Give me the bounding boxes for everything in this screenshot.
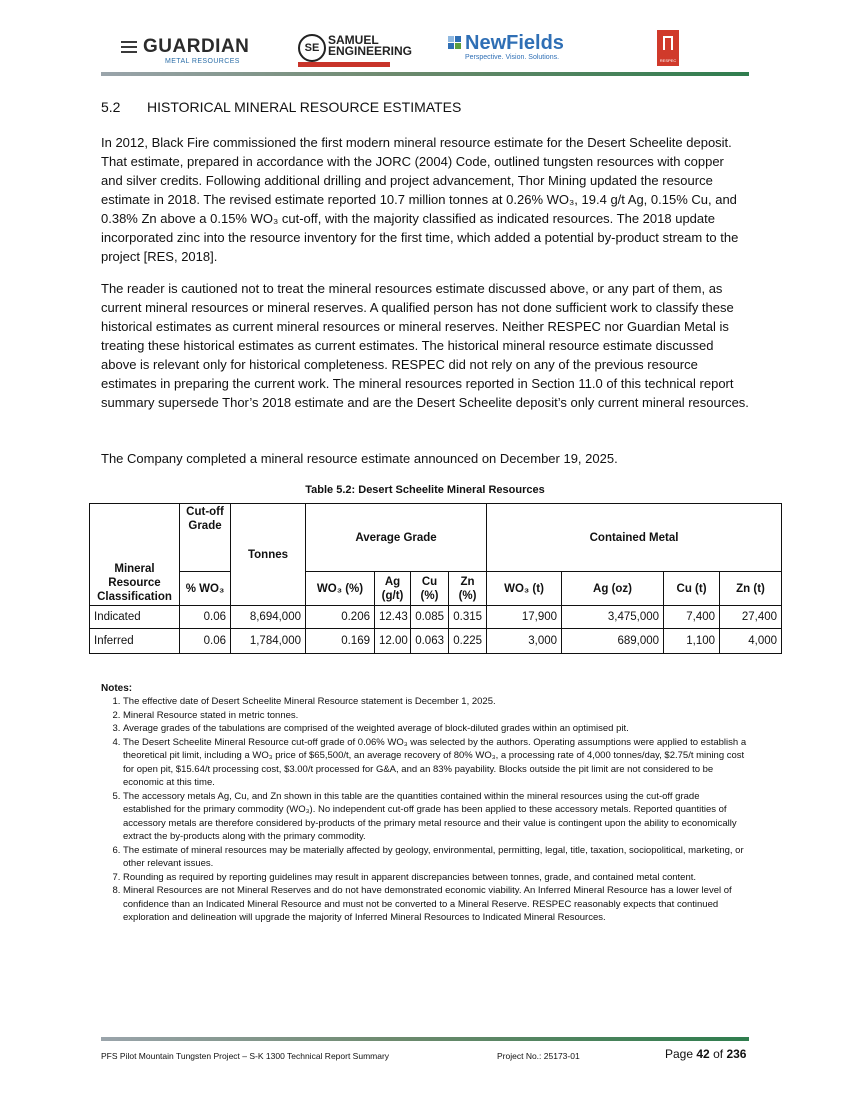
page-total: 236: [726, 1047, 747, 1061]
table-cell: 12.43: [375, 606, 411, 629]
table-cell: 4,000: [720, 629, 782, 654]
footer-project-number: Project No.: 25173-01: [497, 1051, 580, 1061]
table-cell: Inferred: [90, 629, 180, 654]
header-zn-t: Zn (t): [720, 572, 782, 606]
list-item: 1. The effective date of Desert Scheelite Mineral Resource statement is December 1, 2025.: [123, 695, 749, 709]
header-classification: Mineral Resource Classification: [90, 504, 180, 606]
header-wo3-t: WO₃ (t): [487, 572, 562, 606]
list-item: 2. Mineral Resource stated in metric tonnes.: [123, 709, 749, 723]
table-cell: 0.206: [306, 606, 375, 629]
table-cell: 0.06: [180, 606, 231, 629]
guardian-logo-name: GUARDIAN: [143, 36, 250, 57]
header-zn-pct: Zn (%): [449, 572, 487, 606]
guardian-logo-sub: METAL RESOURCES: [165, 58, 240, 65]
list-item: 7. Rounding as required by reporting guidelines may result in apparent discrepancies between tonnes, grade, and contained metal content.: [123, 871, 749, 885]
header-cu-t: Cu (t): [664, 572, 720, 606]
samuel-badge-icon: SE: [298, 34, 326, 62]
newfields-logo-name: NewFields: [465, 32, 564, 54]
table-cell: 0.225: [449, 629, 487, 654]
respec-logo-label: RESPEC: [659, 58, 677, 63]
newfields-mark-square: [455, 43, 461, 49]
paragraph-2: The reader is cautioned not to treat the mineral resources estimate discussed above, or any part of them, as current mineral resources or mineral reserves. A qualified person has not done sufficient work to classify these historical estimates as current mineral resources or mineral reserves. Neither RESPEC nor Guardian Metal is treating these historical estimates as current estimates. The historical mineral resource estimate discussed above is relevant only for historical completeness. RESPEC did not rely on any of the previous resource estimates in preparing the current work. The mineral resources reported in Section 11.0 of this technical report summary supersede Thor’s 2018 estimate and are the Desert Scheelite deposit’s only current mineral resources.: [101, 281, 749, 410]
table-cell: 0.315: [449, 606, 487, 629]
notes-title: Notes:: [101, 683, 133, 694]
page-current: 42: [696, 1047, 710, 1061]
guardian-mark-icon: [121, 41, 137, 56]
newfields-mark-square: [448, 43, 454, 49]
header-cutoff-unit: % WO₃: [180, 572, 231, 606]
table-cell: 689,000: [562, 629, 664, 654]
header-ag-gt: Ag (g/t): [375, 572, 411, 606]
paragraph-1: In 2012, Black Fire commissioned the first modern mineral resource estimate for the Desert Scheelite deposit. That estimate, prepared in accordance with the JORC (2004) Code, outlined tungsten resources with copper and silver credits. Following additional drilling and project advancement, Thor Mining updated the resource estimate in 2018. The revised estimate reported 10.7 million tonnes at 0.26% WO₃, 19.4 g/t Ag, 0.15% Cu, and 0.38% Zn above a 0.15% WO₃ cut-off, with the majority classified as indicated resources. The 2018 update incorporated zinc into the resource inventory for the first time, which added a potential by-product stream to the project [RES, 2018].: [101, 135, 739, 264]
header-average-grade: Average Grade: [306, 504, 487, 572]
list-item: 8. Mineral Resources are not Mineral Reserves and do not have demonstrated economic viability. An Inferred Mineral Resource has a lower level of confidence than an Indicated Mineral Resource and must not be converted to a Mineral Reserve. RESPEC reasonably expects that continued exploration and delineation will upgrade the majority of Inferred Mineral Resources to Indicated Mineral Resources.: [123, 884, 749, 925]
table-title: Table 5.2: Desert Scheelite Mineral Resources: [305, 484, 545, 496]
list-item: 5. The accessory metals Ag, Cu, and Zn shown in this table are the quantities contained within the mineral resources using the cut-off grade established for the primary commodity (WO₃). No independent cut-off grade has been applied to these accessory metals. Reported quantities of accessory metals are therefore considered by-products of the primary metal resource and their value is contingent upon the ability to economically extract the by-products along with the primary commodity.: [123, 790, 749, 844]
respec-mark-icon: [663, 36, 673, 50]
table-cell: 3,475,000: [562, 606, 664, 629]
table-cell: 27,400: [720, 606, 782, 629]
list-item: 3. Average grades of the tabulations are comprised of the weighted average of block-diluted grades within an optimised pit.: [123, 722, 749, 736]
header-cu-pct: Cu (%): [411, 572, 449, 606]
table-cell: 0.063: [411, 629, 449, 654]
page-of-label: of: [713, 1047, 724, 1061]
table-row: [90, 606, 782, 629]
newfields-mark-icon: [448, 36, 454, 42]
notes-list: [101, 695, 749, 925]
list-item: 6. The estimate of mineral resources may be materially affected by geology, environmental, permitting, legal, title, taxation, sociopolitical, marketing, or other relevant issues.: [123, 844, 749, 871]
table-cell: 17,900: [487, 606, 562, 629]
samuel-logo-line1: SAMUEL: [328, 33, 379, 47]
newfields-logo-tagline: Perspective. Vision. Solutions.: [465, 54, 560, 61]
mineral-resources-table: [89, 503, 782, 654]
list-item: 4. The Desert Scheelite Mineral Resource cut-off grade of 0.06% WO₃ was selected by the authors. Operating assumptions were applied to establish a theoretical pit limit, including a WO₃ price of $65,500/t, an average recovery of 80% WO₃, a processing rate of 4,000 tonnes/day, $2.75/t mining cost for open pit, $15.64/t processing cost, $3.00/t processed for G&A, and an 83% payability. Blocks outside the pit limit are not considered to be economic at this time.: [123, 736, 749, 790]
page-label: Page: [665, 1047, 694, 1061]
header-contained-metal: Contained Metal: [487, 504, 782, 572]
samuel-logo-line2: ENGINEERING: [328, 44, 413, 58]
table-cell: 0.085: [411, 606, 449, 629]
footer-divider: [101, 1037, 749, 1041]
newfields-mark-square: [455, 36, 461, 42]
table-cell: 0.06: [180, 629, 231, 654]
header-ag-oz: Ag (oz): [562, 572, 664, 606]
paragraph-3: The Company completed a mineral resource estimate announced on December 19, 2025.: [101, 451, 618, 466]
respec-logo: [657, 30, 679, 66]
table-cell: 1,100: [664, 629, 720, 654]
header-tonnes: Tonnes: [231, 504, 306, 606]
table-cell: 8,694,000: [231, 606, 306, 629]
table-cell: 12.00: [375, 629, 411, 654]
table-row: [90, 629, 782, 654]
header-divider: [101, 72, 749, 76]
section-heading: [101, 99, 461, 115]
table-cell: 7,400: [664, 606, 720, 629]
table-cell: 0.169: [306, 629, 375, 654]
footer-report-title: PFS Pilot Mountain Tungsten Project – S-K 1300 Technical Report Summary: [101, 1051, 390, 1061]
table-cell: 3,000: [487, 629, 562, 654]
footer-page-number: [665, 1047, 746, 1061]
header-cutoff: Cut-off Grade: [180, 504, 231, 572]
samuel-logo-bar: [298, 62, 390, 67]
table-cell: Indicated: [90, 606, 180, 629]
table-cell: 1,784,000: [231, 629, 306, 654]
header-wo3-pct: WO₃ (%): [306, 572, 375, 606]
section-title: HISTORICAL MINERAL RESOURCE ESTIMATES: [147, 99, 462, 115]
section-number: 5.2: [101, 99, 121, 115]
